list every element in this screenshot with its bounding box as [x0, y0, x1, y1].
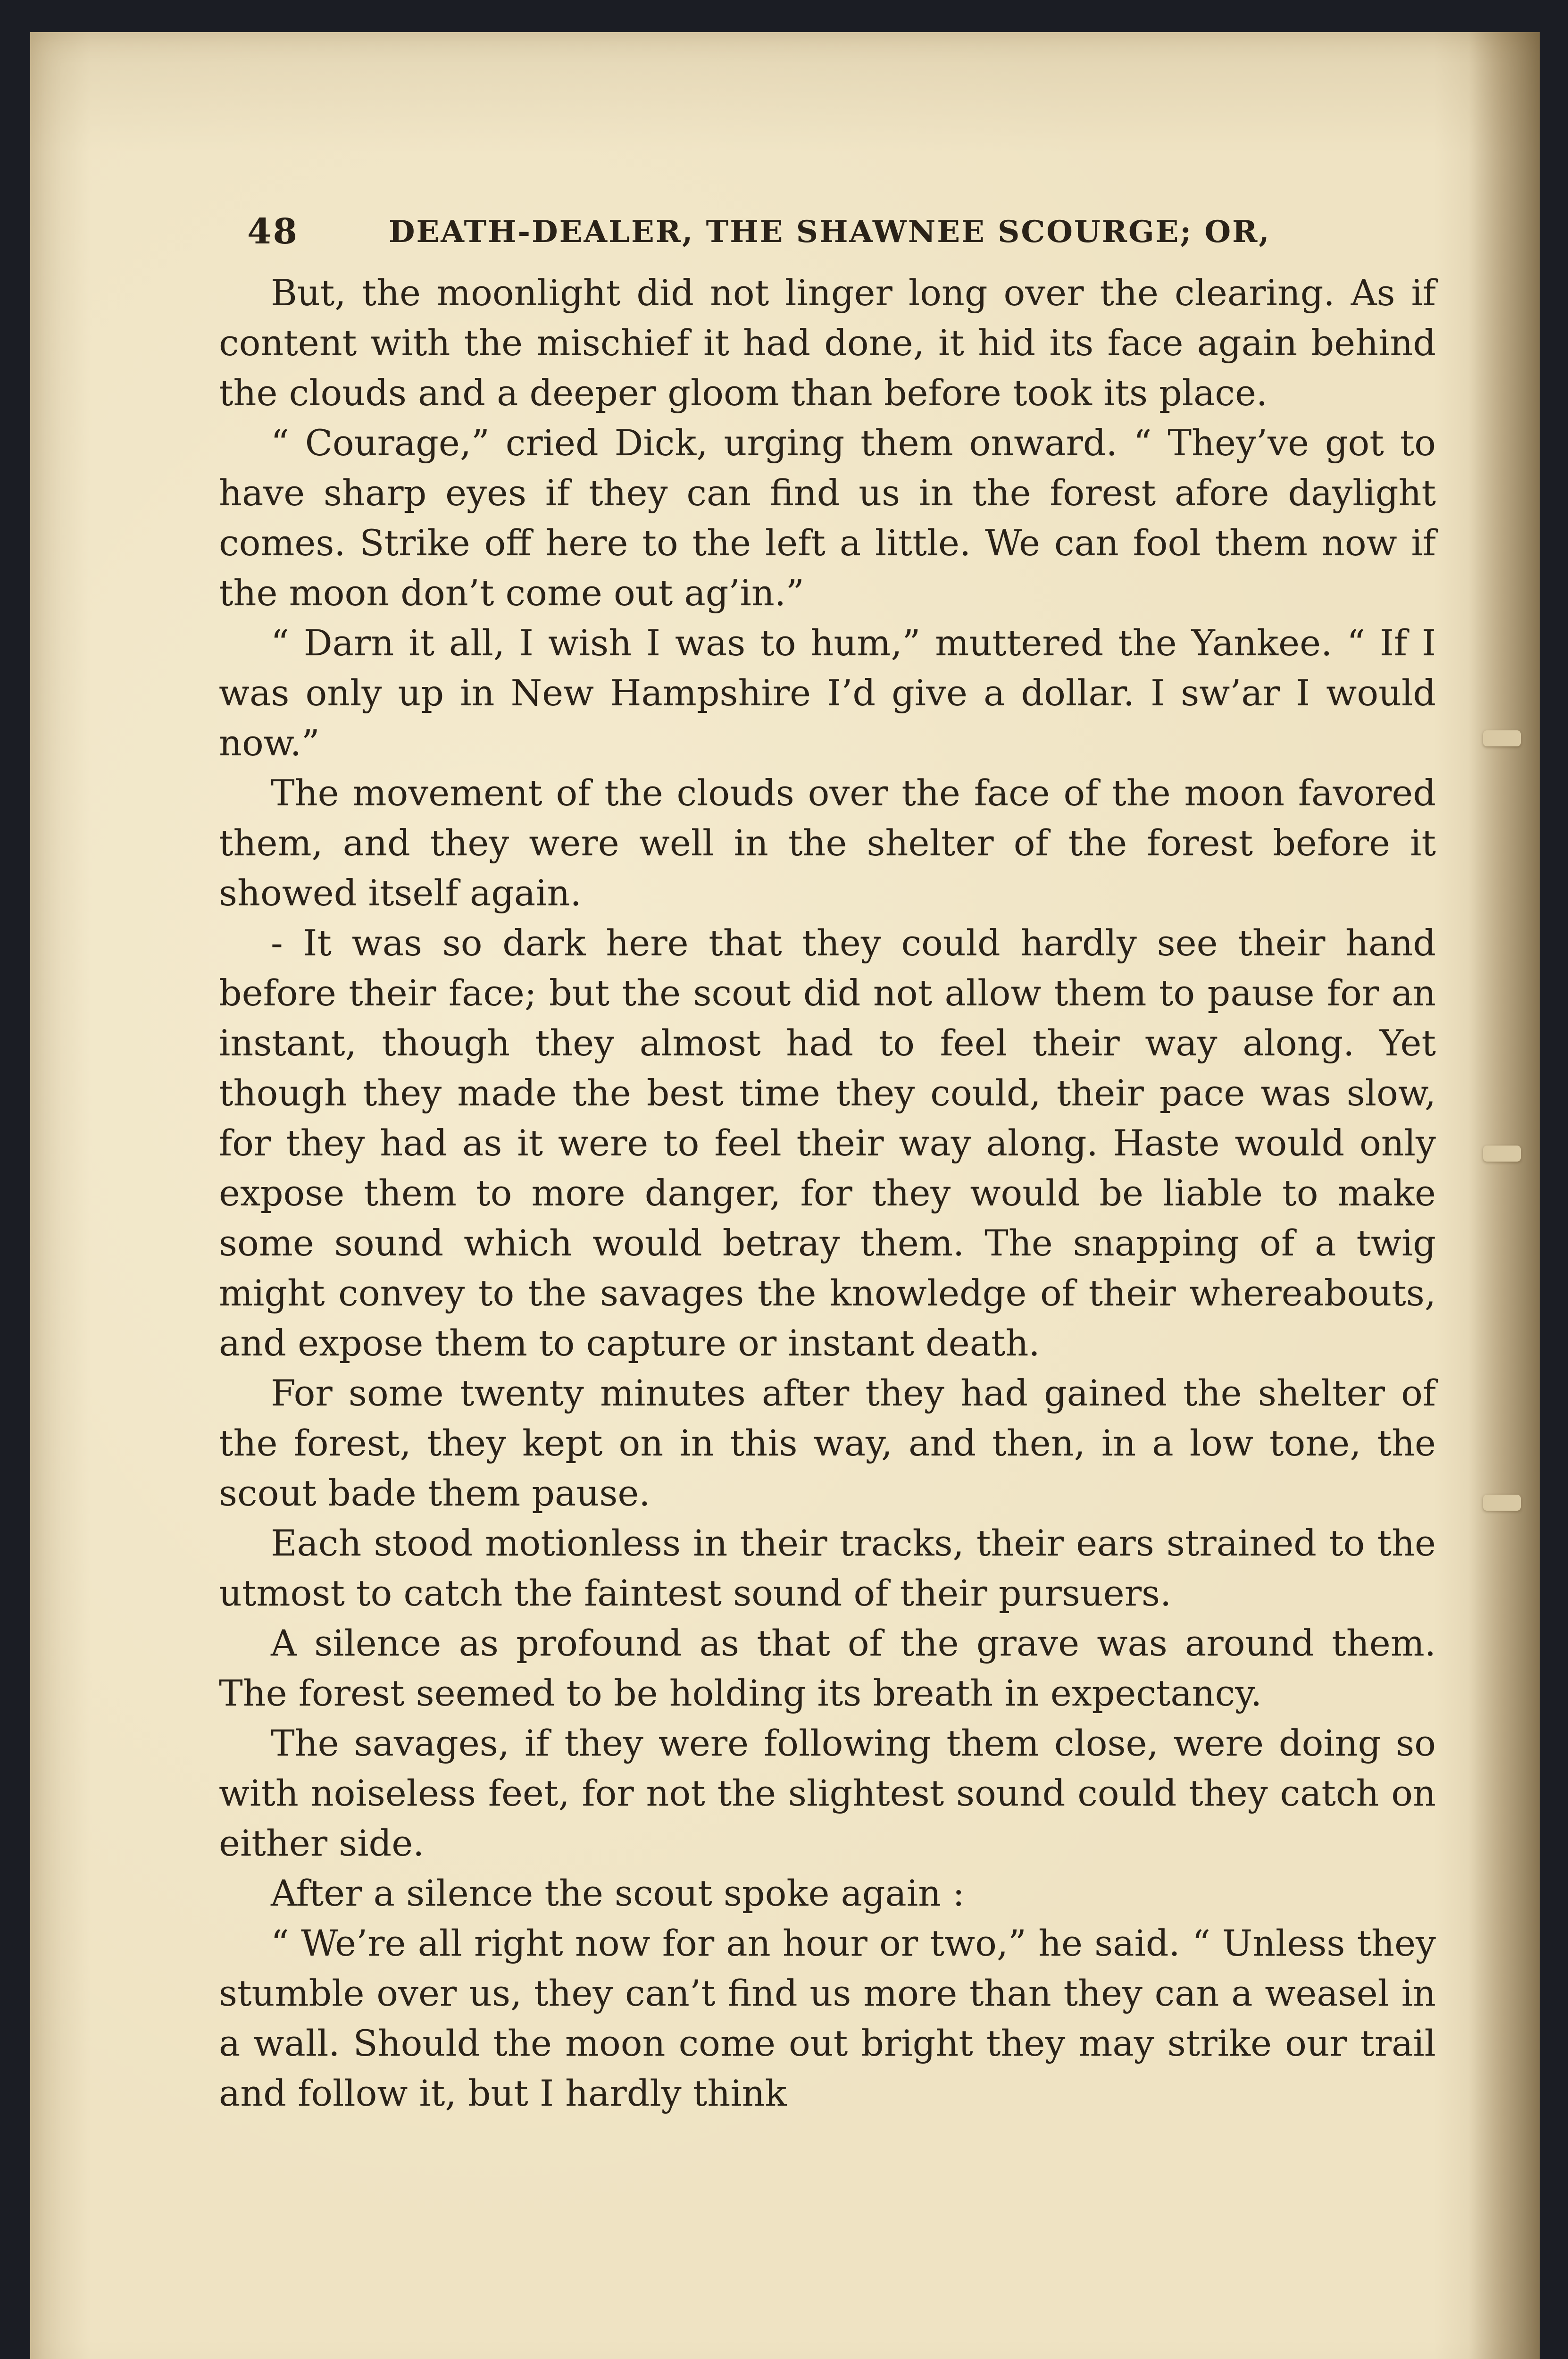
running-head	[219, 211, 1436, 268]
book-page	[30, 32, 1540, 2359]
paragraph-11: “ We’re all right now for an hour or two,” he said. “ Unless they stumble over us, they can’t find us more than they can a weasel in a wall. Should the moon come out bright they may strike our trail and follow it, but I hardly think	[219, 1922, 1436, 2114]
paragraph-1: But, the moonlight did not linger long over the clearing. As if content with the mischief it had done, it hid its face again behind the clouds and a deeper gloom than before took its place.	[219, 272, 1436, 414]
page-number: 48	[247, 211, 299, 252]
paragraph-8: A silence as profound as that of the grave was around them. The forest seemed to be holding its breath in expectancy.	[219, 1622, 1436, 1714]
binding-stitch	[1483, 730, 1521, 746]
paragraph-6: For some twenty minutes after they had gained the shelter of the forest, they kept on in this way, and then, in a low tone, the scout bade them pause.	[219, 1372, 1436, 1514]
binding-stitch	[1483, 1146, 1521, 1162]
paragraph-5: - It was so dark here that they could hardly see their hand before their face; but the scout did not allow them to pause for an instant, though they almost had to feel their way along. Yet though they made the best time they could, their pace was slow, for they had as it were to feel their way along. Haste would only expose them to more danger, for they would be liable to make some sound which would betray them. The snapping of a twig might convey to the savages the knowledge of their whereabouts, and expose them to capture or instant death.	[219, 922, 1436, 1364]
page-text-block	[219, 211, 1436, 2118]
spine-shadow	[1469, 32, 1540, 2359]
paragraph-10: After a silence the scout spoke again :	[271, 1872, 965, 1914]
running-head-title: DEATH-DEALER, THE SHAWNEE SCOURGE; OR,	[389, 214, 1271, 250]
paragraph-4: The movement of the clouds over the face of the moon favored them, and they were well in the shelter of the forest before it showed itself again.	[219, 772, 1436, 914]
paragraph-7: Each stood motionless in their tracks, their ears strained to the utmost to catch the faintest sound of their pursuers.	[219, 1522, 1436, 1614]
paragraph-9: The savages, if they were following them close, were doing so with noiseless feet, for not the slightest sound could they catch on either side.	[219, 1722, 1436, 1864]
binding-stitch	[1483, 1495, 1521, 1511]
paragraph-2: “ Courage,” cried Dick, urging them onward. “ They’ve got to have sharp eyes if they can find us in the forest afore daylight comes. Strike off here to the left a little. We can fool them now if the moon don’t come out ag’in.”	[219, 422, 1436, 614]
paragraph-3: “ Darn it all, I wish I was to hum,” muttered the Yankee. “ If I was only up in New Hampshire I’d give a dollar. I sw’ar I would now.”	[219, 622, 1436, 764]
